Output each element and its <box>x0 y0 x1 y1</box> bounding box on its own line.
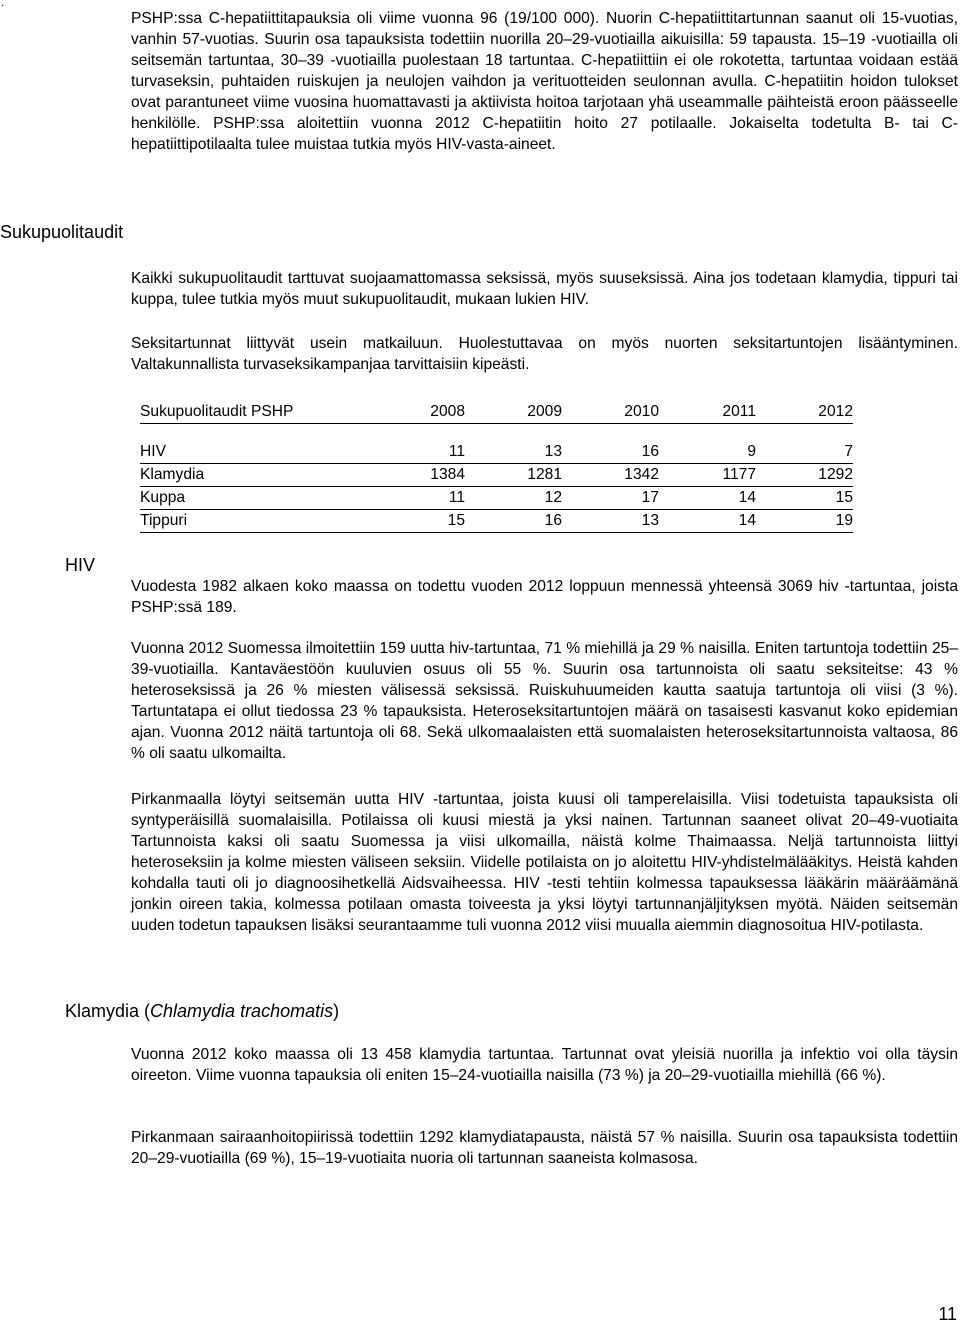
table-header-cell: 2011 <box>659 401 756 424</box>
table-cell: Kuppa <box>140 487 368 510</box>
table-cell: 11 <box>368 441 465 464</box>
table-cell: 19 <box>756 510 853 533</box>
table-cell: 16 <box>562 441 659 464</box>
klamydia-heading-close: ) <box>333 1001 340 1021</box>
table-cell: 7 <box>756 441 853 464</box>
table-row <box>140 441 853 464</box>
klamydia-paragraph-1: Vuonna 2012 koko maassa oli 13 458 klamydia tartuntaa. Tartunnat ovat yleisiä nuorilla ja infektio voi olla täysin oireeton. Viime vuonna tapauksia oli eniten 15–24-vuotiailla naisilla (73 %) ja 20–29-vuotiailla miehillä (66 %). <box>131 1046 958 1084</box>
table-cell: 1177 <box>659 464 756 487</box>
table-cell: 17 <box>562 487 659 510</box>
sukupuolitaudit-paragraph-1: Kaikki sukupuolitaudit tarttuvat suojaamattomassa seksissä, myös suuseksissä. Aina jos todetaan klamydia, tippuri tai kuppa, tulee tutkia myös muut sukupuolitaudit, mukaan lukien HIV. <box>131 270 958 308</box>
table-cell: 9 <box>659 441 756 464</box>
table-cell: 14 <box>659 487 756 510</box>
table-header-row <box>140 401 853 424</box>
hiv-paragraph-3: Pirkanmaalla löytyi seitsemän uutta HIV -tartuntaa, joista kuusi oli tamperelaisilla. Viisi todetuista tapauksista oli syntyperäisillä suomalaisilla. Potilaissa oli kuusi miestä ja yksi nainen. Tartunnan saaneet olivat 20–49-vuotiaita Tartunnoista kaksi oli saatu Suomessa ja viisi ulkomailla, näistä kolme Thaimaassa. Neljä tartunnoista liittyi heteroseksiin ja kolme miesten väliseen seksiin. Viidelle potilaista on jo aloitettu HIV-yhdistelmälääkitys. Heistä kahden kohdalla tauti oli jo diagnoosihetkellä Aidsvaiheessa. HIV -testi tehtiin kolmessa tapauksessa lääkärin määräämänä jonkin oireen takia, kolmessa potilaan omasta toiveesta ja yksi löytyi tartunnanjäljityksen myötä. Näiden seitsemän uuden todetun tapauksen lisäksi seurantaamme tuli vuonna 2012 viisi muualla aiemmin diagnosoitua HIV-potilasta. <box>131 791 958 934</box>
table-cell: 12 <box>465 487 562 510</box>
table-cell: 1281 <box>465 464 562 487</box>
table-cell: HIV <box>140 441 368 464</box>
std-statistics-table <box>140 401 853 533</box>
stray-mark: . <box>1 0 5 9</box>
table-row <box>140 487 853 510</box>
klamydia-paragraph-2: Pirkanmaan sairaanhoitopiirissä todettiin 1292 klamydiatapausta, näistä 57 % naisilla. Suurin osa tapauksista todettiin 20–29-vuotiailla (69 %), 15–19-vuotiaita nuoria oli tartunnan saaneista kolmasosa. <box>131 1129 958 1167</box>
table-cell: 15 <box>368 510 465 533</box>
table-row <box>140 510 853 533</box>
hiv-paragraph-1: Vuodesta 1982 alkaen koko maassa on todettu vuoden 2012 loppuun mennessä yhteensä 3069 hiv -tartuntaa, joista PSHP:ssä 189. <box>131 578 958 616</box>
table-cell: 1292 <box>756 464 853 487</box>
table-cell: 1342 <box>562 464 659 487</box>
table-cell: 1384 <box>368 464 465 487</box>
sukupuolitaudit-paragraph-2: Seksitartunnat liittyvät usein matkailuun. Huolestuttavaa on myös nuorten seksitartuntojen lisääntyminen. Valtakunnallista turvaseksikampanjaa tarvittaisiin kipeästi. <box>131 335 958 373</box>
table-header-cell: Sukupuolitaudit PSHP <box>140 401 368 424</box>
table-cell: 16 <box>465 510 562 533</box>
hepatitis-c-paragraph: PSHP:ssa C-hepatiittitapauksia oli viime vuonna 96 (19/100 000). Nuorin C-hepatiittitartunnan saanut oli 15-vuotias, vanhin 57-vuotias. Suurin osa tapauksista todettiin nuorilla 20–29-vuotiailla aikuisilla: 59 tapausta. 15–19 -vuotiailla oli seitsemän tartuntaa, 30–39 -vuotiailla puolestaan 18 tartuntaa. C-hepatiittiin ei ole rokotetta, tartuntaa voidaan estää turvaseksin, puhtaiden ruiskujen ja neulojen vaihdon ja verituotteiden seulonnan avulla. C-hepatiitin hoidon tulokset ovat parantuneet viime vuosina huomattavasti ja aktiivista hoitoa tarjotaan yhä useammalle päihteistä eroon päässeelle henkilölle. PSHP:ssa aloitettiin vuonna 2012 C-hepatiitin hoito 27 potilaalle. Jokaiselta todetulta B- tai C-hepatiittipotilaalta tulee muistaa tutkia myös HIV-vasta-aineet. <box>131 10 958 153</box>
klamydia-heading-plain: Klamydia ( <box>65 1001 151 1021</box>
table-row <box>140 464 853 487</box>
table-cell: 14 <box>659 510 756 533</box>
table-header-cell: 2008 <box>368 401 465 424</box>
klamydia-heading-latin-name: Chlamydia trachomatis <box>150 1001 334 1021</box>
table-cell: 13 <box>562 510 659 533</box>
hiv-heading: HIV <box>65 555 96 575</box>
table-cell: 13 <box>465 441 562 464</box>
table-header-cell: 2009 <box>465 401 562 424</box>
table-cell: 15 <box>756 487 853 510</box>
hiv-paragraph-2: Vuonna 2012 Suomessa ilmoitettiin 159 uutta hiv-tartuntaa, 71 % miehillä ja 29 % naisilla. Eniten tartuntoja todettiin 25–39-vuotiailla. Kantaväestöön kuuluvien osuus oli 55 %. Suurin osa tartunnoista oli saatu seksiteitse: 43 % heteroseksissä ja 26 % miesten välisessä seksissä. Ruiskuhuumeiden kautta saatuja tartuntoja oli viisi (3 %). Tartuntatapa ei ollut tiedossa 23 % tapauksista. Heteroseksitartuntojen määrä on tasaisesti kasvanut koko epidemian ajan. Vuonna 2012 näitä tartuntoja oli 68. Sekä ulkomaalaisten että suomalaisten heteroseksitartunnoista valtaosa, 86 % oli saatu ulkomailta. <box>131 640 958 762</box>
table-cell: Tippuri <box>140 510 368 533</box>
table-header-cell: 2012 <box>756 401 853 424</box>
table-header-cell: 2010 <box>562 401 659 424</box>
table-cell: Klamydia <box>140 464 368 487</box>
sukupuolitaudit-heading: Sukupuolitaudit <box>0 222 124 242</box>
klamydia-heading <box>65 1000 339 1022</box>
page-number: 11 <box>938 1304 957 1324</box>
table-cell: 11 <box>368 487 465 510</box>
